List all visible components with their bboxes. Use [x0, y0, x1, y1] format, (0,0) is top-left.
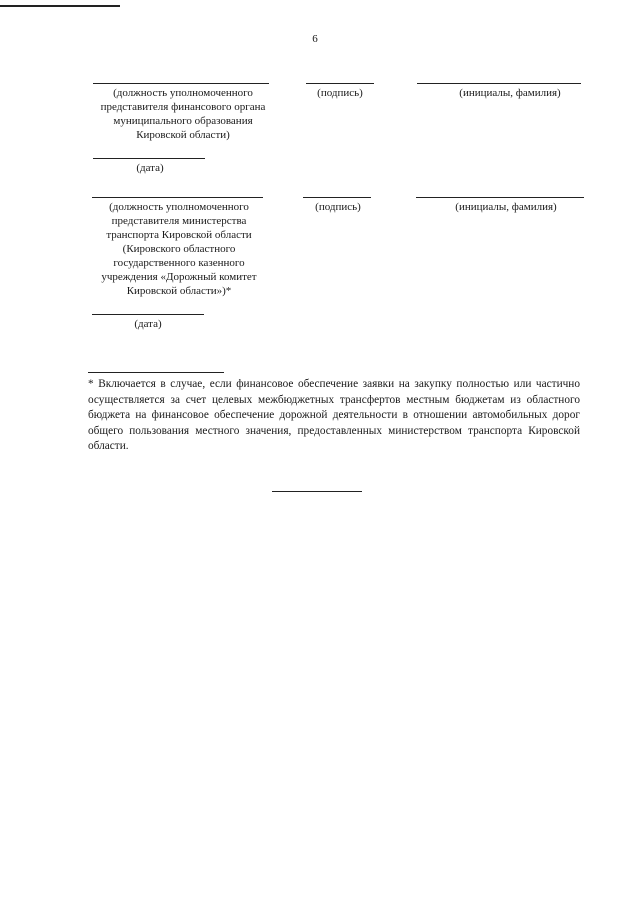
footnote-separator — [88, 372, 224, 373]
signature-line-1 — [306, 83, 374, 84]
name-caption-2: (инициалы, фамилия) — [455, 201, 557, 213]
signature-caption-2: (подпись) — [315, 201, 361, 213]
page-number: 6 — [312, 33, 318, 45]
name-caption-1: (инициалы, фамилия) — [459, 87, 561, 99]
date-caption-1: (дата) — [136, 162, 164, 174]
position-line-2 — [92, 197, 263, 198]
position-caption-1: (должность уполномоченного представителя финансового органа муниципального образования Кировской области) — [100, 87, 266, 141]
document-end-rule — [272, 491, 362, 492]
date-line-2 — [92, 314, 204, 315]
date-line-1 — [93, 158, 205, 159]
signature-line-2 — [303, 197, 371, 198]
position-line-1 — [93, 83, 269, 84]
date-caption-2: (дата) — [134, 318, 162, 330]
position-caption-2: (должность уполномоченного представителя министерства транспорта Кировской области (Кировского областного государственного казенного учреждения «Дорожный комитет Кировской области»)* — [101, 201, 257, 297]
signature-caption-1: (подпись) — [317, 87, 363, 99]
footnote-text: * Включается в случае, если финансовое обеспечение заявки на закупку полностью или частично осуществляется за счет целевых межбюджетных трансфертов местным бюджетам из областного бюджета на финансовое обеспечение дорожной деятельности в отношении автомобильных дорог общего пользования местного значения, предоставленных министерством транспорта Кировской области. — [88, 378, 580, 453]
name-line-2 — [416, 197, 584, 198]
name-line-1 — [417, 83, 581, 84]
top-edge-rule — [0, 5, 120, 7]
